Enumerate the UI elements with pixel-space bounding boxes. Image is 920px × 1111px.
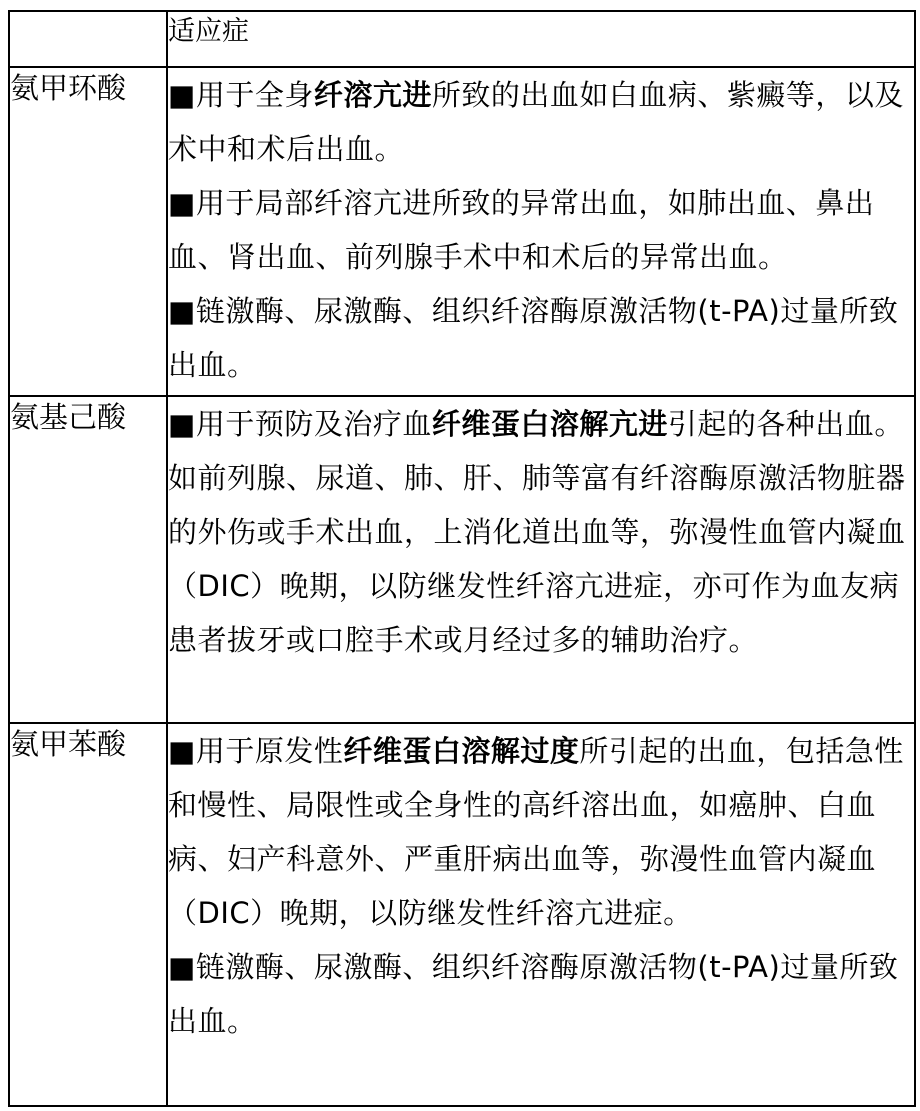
indication-paragraph: ■用于原发性纤维蛋白溶解过度所引起的出血，包括急性和慢性、局限性或全身性的高纤溶出血，如癌肿、白血病、妇产科意外、严重肝病出血等，弥漫性血管内凝血（DIC）晚期，以防继发性纤溶亢进症。	[168, 734, 904, 930]
indication-paragraph: ■用于全身纤溶亢进所致的出血如白血病、紫癜等，以及术中和术后出血。	[168, 78, 904, 166]
indication-paragraph: ■链激酶、尿激酶、组织纤溶酶原激活物(t-PA)过量所致出血。	[168, 950, 899, 1038]
emphasis-term: 纤维蛋白溶解过度	[343, 734, 580, 768]
header-empty-cell	[9, 11, 167, 67]
indication-paragraph: ■用于局部纤溶亢进所致的异常出血，如肺出血、鼻出血、肾出血、前列腺手术中和术后的异常出血。	[168, 186, 875, 274]
drug-name-cell: 氨甲苯酸	[9, 723, 167, 1106]
indication-paragraph: ■链激酶、尿激酶、组织纤溶酶原激活物(t-PA)过量所致出血。	[168, 294, 899, 382]
drug-name-cell: 氨甲环酸	[9, 67, 167, 396]
emphasis-term: 纤溶亢进	[313, 78, 432, 112]
indication-paragraph: ■用于预防及治疗血纤维蛋白溶解亢进引起的各种出血。如前列腺、尿道、肺、肝、肺等富有纤溶酶原激活物脏器的外伤或手术出血，上消化道出血等，弥漫性血管内凝血（DIC）晚期，以防继发性纤溶亢进症，亦可作为血友病患者拔牙或口腔手术或月经过多的辅助治疗。	[168, 407, 906, 657]
indication-cell	[167, 67, 915, 396]
header-indication-cell: 适应症	[167, 11, 915, 67]
indication-cell	[167, 396, 915, 723]
table-row	[9, 723, 915, 1106]
table-row	[9, 67, 915, 396]
drug-name-cell: 氨基己酸	[9, 396, 167, 723]
indication-cell	[167, 723, 915, 1106]
table-row	[9, 396, 915, 723]
table-header-row	[9, 11, 915, 67]
emphasis-term: 纤维蛋白溶解亢进	[431, 407, 668, 441]
drug-indication-table	[8, 10, 916, 1107]
